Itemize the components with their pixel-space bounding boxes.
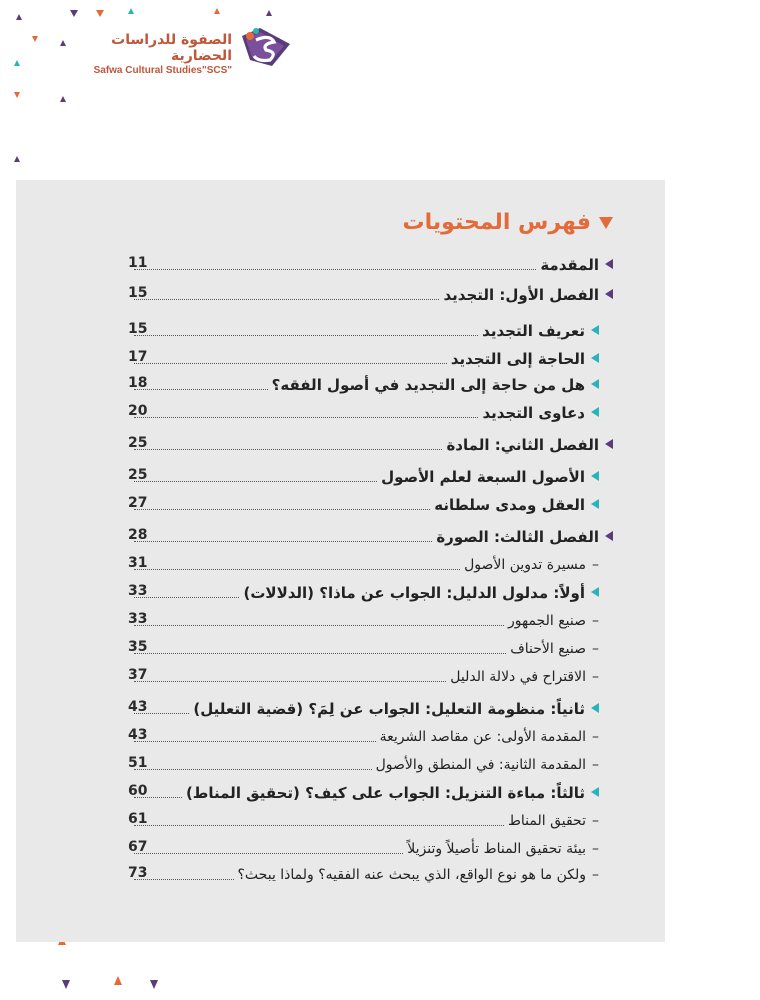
toc-page-number: 18 (128, 375, 148, 391)
heading-arrow-icon (599, 217, 613, 229)
toc-page-number: 17 (128, 349, 148, 365)
decor-triangle-icon (70, 10, 78, 17)
toc-entry[interactable] (16, 780, 665, 802)
toc-entry[interactable] (16, 664, 665, 686)
toc-entry-label: الفصل الثالث: الصورة (436, 528, 599, 546)
toc-entry-label: المقدمة الثانية: في المنطق والأصول (375, 757, 586, 773)
section-bullet-icon (591, 703, 599, 713)
toc-entry[interactable] (16, 552, 665, 574)
toc-entry-label: العقل ومدى سلطانه (434, 496, 585, 514)
dash-marker: – (592, 867, 599, 883)
leader-dots (134, 741, 376, 742)
toc-heading (403, 210, 613, 235)
toc-entry-label: ثالثاً: مباءة التنزيل: الجواب على كيف؟ (تحقيق المناط) (185, 784, 585, 802)
leader-dots (134, 625, 504, 626)
toc-page-number: 20 (128, 403, 148, 419)
leader-dots (134, 481, 377, 482)
section-bullet-icon (591, 787, 599, 797)
toc-entry-label: الفصل الثاني: المادة (446, 436, 599, 454)
toc-page-number: 35 (128, 639, 148, 655)
toc-page-number: 15 (128, 321, 148, 337)
toc-page-number: 51 (128, 755, 148, 771)
toc-page-number: 25 (128, 435, 148, 451)
leader-dots (134, 335, 478, 336)
leader-dots (134, 853, 403, 854)
leader-dots (134, 509, 430, 510)
decor-triangle-icon (62, 980, 70, 989)
section-bullet-icon (591, 353, 599, 363)
decor-triangle-icon (32, 36, 38, 42)
leader-dots (134, 825, 504, 826)
toc-page-number: 73 (128, 865, 148, 881)
toc-page-number: 37 (128, 667, 148, 683)
toc-entry[interactable] (16, 836, 665, 858)
section-bullet-icon (591, 471, 599, 481)
leader-dots (134, 569, 460, 570)
toc-entry-label: أولاً: مدلول الدليل: الجواب عن ماذا؟ (الدلالات) (243, 584, 585, 602)
toc-page-number: 43 (128, 699, 148, 715)
toc-entry[interactable] (16, 862, 665, 884)
section-bullet-icon (591, 499, 599, 509)
dash-marker: – (592, 669, 599, 685)
dash-marker: – (592, 613, 599, 629)
toc-panel (16, 180, 665, 942)
section-bullet-icon (591, 587, 599, 597)
decor-triangle-icon (214, 8, 220, 14)
toc-entry[interactable] (16, 346, 665, 368)
decor-triangle-icon (266, 10, 272, 16)
leader-dots (134, 653, 506, 654)
toc-entry[interactable] (16, 636, 665, 658)
toc-entry-label: ولكن ما هو نوع الواقع، الذي يبحث عنه الفقيه؟ ولماذا يبحث؟ (237, 867, 586, 883)
toc-entry[interactable] (16, 752, 665, 774)
decor-triangle-icon (60, 40, 66, 46)
chapter-bullet-icon (605, 259, 613, 269)
dash-marker: – (592, 557, 599, 573)
toc-entry-label: ثانياً: منظومة التعليل: الجواب عن لِمَ؟ (قضية التعليل) (193, 700, 585, 718)
toc-entry[interactable] (16, 400, 665, 422)
toc-page-number: 60 (128, 783, 148, 799)
section-bullet-icon (591, 407, 599, 417)
toc-entry[interactable] (16, 372, 665, 394)
toc-page-number: 28 (128, 527, 148, 543)
toc-page-number: 15 (128, 285, 148, 301)
toc-entry[interactable] (16, 608, 665, 630)
toc-entry[interactable] (16, 724, 665, 746)
chapter-bullet-icon (605, 531, 613, 541)
toc-entry-label: صنيع الأحناف (510, 641, 586, 657)
toc-page-number: 31 (128, 555, 148, 571)
toc-entry-label: الاقتراح في دلالة الدليل (450, 669, 586, 685)
toc-entry-label: تحقيق المناط (507, 813, 586, 829)
toc-entry-label: المقدمة الأولى: عن مقاصد الشريعة (379, 729, 586, 745)
toc-entry-label: الأصول السبعة لعلم الأصول (381, 468, 585, 486)
chapter-bullet-icon (605, 289, 613, 299)
leader-dots (134, 363, 447, 364)
toc-page-number: 61 (128, 811, 148, 827)
toc-page-number: 11 (128, 255, 148, 271)
dash-marker: – (592, 841, 599, 857)
toc-entry-label: الحاجة إلى التجديد (450, 350, 585, 368)
toc-entry-label: الفصل الأول: التجديد (443, 286, 599, 304)
toc-entry[interactable] (16, 464, 665, 486)
toc-entry-label: بيئة تحقيق المناط تأصيلاً وتنزيلاً (407, 841, 586, 857)
toc-entry[interactable] (16, 318, 665, 340)
section-bullet-icon (591, 325, 599, 335)
logo-arabic-name: الصفوة للدراسات الحضارية (111, 32, 232, 64)
leader-dots (134, 681, 446, 682)
decor-triangle-icon (150, 980, 158, 989)
dash-marker: – (592, 729, 599, 745)
section-bullet-icon (591, 379, 599, 389)
leader-dots (134, 417, 478, 418)
toc-page-number: 25 (128, 467, 148, 483)
toc-entry[interactable] (16, 696, 665, 718)
leader-dots (134, 541, 432, 542)
dash-marker: – (592, 813, 599, 829)
leader-dots (134, 449, 442, 450)
dash-marker: – (592, 757, 599, 773)
toc-page-number: 43 (128, 727, 148, 743)
toc-entry-label: صنيع الجمهور (508, 613, 586, 629)
toc-entry[interactable] (16, 808, 665, 830)
toc-entry[interactable] (16, 252, 665, 274)
publisher-logo (84, 26, 294, 76)
leader-dots (134, 299, 439, 300)
decor-triangle-icon (128, 8, 134, 14)
decor-triangle-icon (60, 96, 66, 102)
decor-triangle-icon (16, 14, 22, 20)
toc-entry[interactable] (16, 524, 665, 546)
scs-logo-mark-icon (240, 26, 292, 68)
toc-entry-label: هل من حاجة إلى التجديد في أصول الفقه؟ (271, 376, 585, 394)
leader-dots (134, 269, 536, 270)
decor-triangle-icon (14, 60, 20, 66)
chapter-bullet-icon (605, 439, 613, 449)
toc-entry-label: المقدمة (540, 256, 599, 274)
toc-page-number: 27 (128, 495, 148, 511)
toc-page-number: 33 (128, 611, 148, 627)
decor-triangle-icon (14, 156, 20, 162)
toc-entry[interactable] (16, 282, 665, 304)
toc-page-number: 33 (128, 583, 148, 599)
logo-text (84, 32, 232, 78)
toc-entry-label: تعريف التجديد (482, 322, 585, 340)
decor-triangle-icon (14, 92, 20, 98)
toc-entry[interactable] (16, 432, 665, 454)
toc-entry[interactable] (16, 492, 665, 514)
decor-triangle-icon (114, 976, 122, 985)
toc-entry-label: دعاوى التجديد (482, 404, 585, 422)
leader-dots (134, 769, 372, 770)
toc-title: فهرس المحتويات (402, 210, 591, 235)
toc-entry[interactable] (16, 580, 665, 602)
toc-entry-label: مسيرة تدوين الأصول (464, 557, 586, 573)
toc-page-number: 67 (128, 839, 148, 855)
logo-english-name: Safwa Cultural Studies"SCS" (93, 65, 232, 76)
decor-triangle-icon (96, 10, 104, 17)
dash-marker: – (592, 641, 599, 657)
